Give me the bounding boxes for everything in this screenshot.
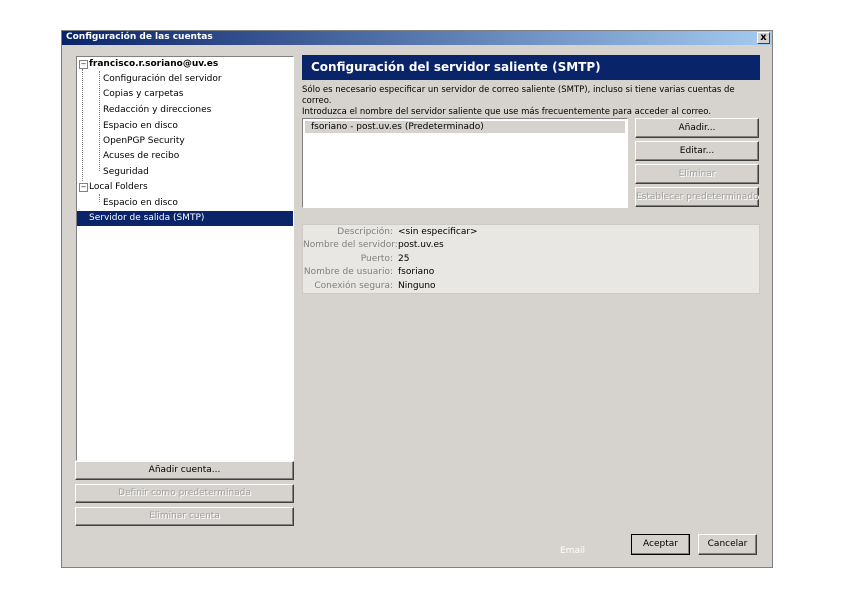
tree-item-label: Seguridad [103,167,149,177]
ok-button[interactable]: Aceptar [631,534,690,555]
tree-item-composition[interactable] [103,103,211,118]
detail-label: Nombre del servidor: [303,240,398,250]
panel-header [302,55,760,80]
remove-account-button[interactable]: Eliminar cuenta [75,507,294,526]
collapse-icon[interactable]: − [80,60,87,68]
tree-item-security[interactable] [103,165,149,180]
tree-item-label: Espacio en disco [103,198,178,208]
panel-description [302,85,762,118]
account-label: francisco.r.soriano@uv.es [89,59,219,69]
tree-item-openpgp[interactable] [103,134,185,149]
detail-label: Conexión segura: [314,281,393,291]
tree-guide-line [99,194,100,202]
add-server-button[interactable]: Añadir... [635,118,759,138]
tree-item-label: Acuses de recibo [103,151,180,161]
tree-item-label: Redacción y direcciones [103,105,212,115]
tree-item-local-disk-space[interactable] [103,196,178,211]
tree-item-disk-space[interactable] [103,119,178,134]
detail-value: post.uv.es [398,240,444,250]
account-tree[interactable] [76,56,294,461]
description-line: Introduzca el nombre del servidor saliente que use más frecuentemente para acceder al correo. [302,107,712,117]
collapse-icon[interactable]: − [80,183,87,191]
smtp-server-list[interactable] [302,118,628,208]
tree-item-label: Copias y carpetas [103,89,184,99]
tree-item-local-folders[interactable] [77,180,293,195]
edit-server-button[interactable]: Editar... [635,141,759,161]
window-title: Configuración de las cuentas [66,32,213,42]
detail-label: Nombre de usuario: [303,267,393,277]
description-line: Sólo es necesario especificar un servidor de correo saliente (SMTP), incluso si tiene varias cuentas de correo. [302,85,735,106]
tree-item-label: Configuración del servidor [103,74,222,84]
tree-item-label: OpenPGP Security [103,136,185,146]
tree-item-label: Espacio en disco [103,121,178,131]
watermark-text: Email [560,546,585,556]
cancel-button[interactable]: Cancelar [698,534,757,555]
title-bar[interactable] [62,31,772,45]
server-details [302,224,760,294]
detail-label: Descripción: [337,227,393,237]
tree-item-smtp-server[interactable] [77,211,293,226]
detail-label: Puerto: [360,254,393,264]
tree-item-label: Servidor de salida (SMTP) [89,213,205,223]
tree-guide-line [82,69,83,181]
tree-item-receipts[interactable] [103,149,179,164]
detail-value: 25 [398,254,410,264]
set-default-server-button[interactable]: Establecer predeterminado [635,187,759,207]
detail-value: Ninguno [398,281,436,291]
tree-item-copies-folders[interactable] [103,87,183,102]
tree-guide-line [99,71,100,171]
detail-value: <sin especificar> [398,227,478,237]
local-folders-label: Local Folders [89,182,148,192]
account-settings-dialog [61,30,773,568]
detail-value: fsoriano [398,267,435,277]
add-account-button[interactable]: Añadir cuenta... [75,461,294,480]
close-button[interactable]: x [757,32,770,44]
remove-server-button[interactable]: Eliminar [635,164,759,184]
tree-item-account[interactable] [77,57,293,72]
set-default-account-button[interactable]: Definir como predeterminada [75,484,294,503]
tree-item-server-settings[interactable] [103,72,222,87]
smtp-server-item[interactable]: fsoriano - post.uv.es (Predeterminado) [305,121,625,133]
panel-title: Configuración del servidor saliente (SMTP) [311,60,601,74]
